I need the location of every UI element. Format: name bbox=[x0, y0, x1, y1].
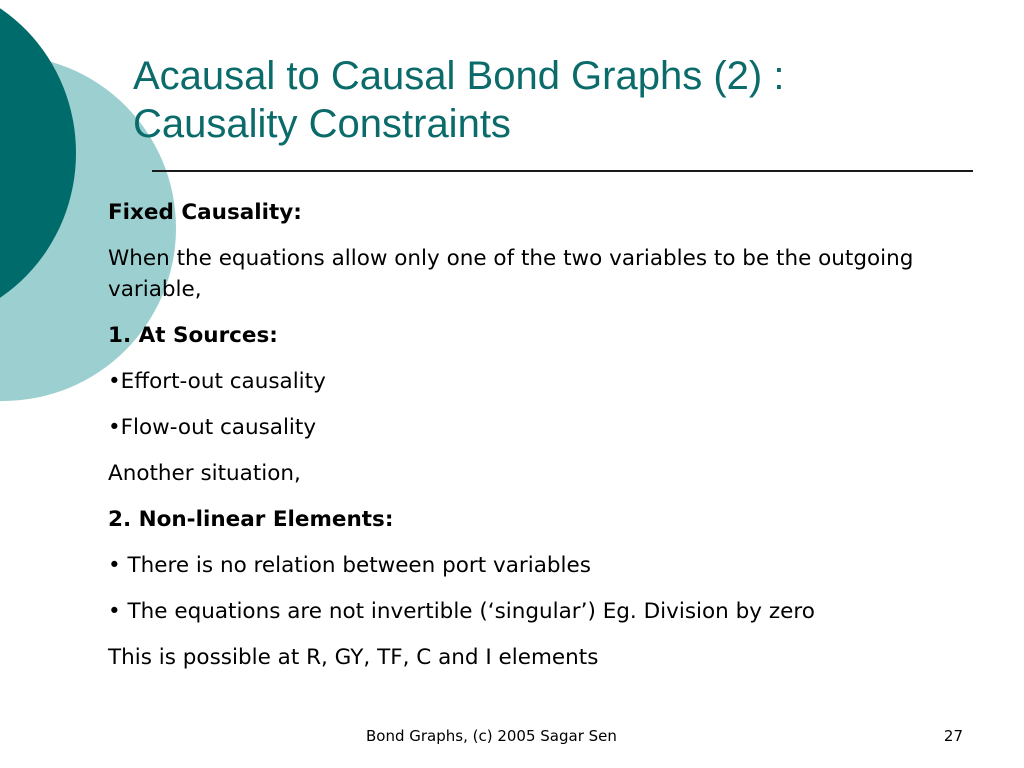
closing-paragraph: This is possible at R, GY, TF, C and I elements bbox=[108, 645, 599, 670]
slide-title-line-1: Acausal to Causal Bond Graphs (2) : bbox=[133, 54, 785, 98]
bullet-not-invertible: • The equations are not invertible (‘singular’) Eg. Division by zero bbox=[108, 599, 815, 624]
bullet-effort-out: •Effort-out causality bbox=[108, 369, 326, 394]
nonlinear-elements-heading: 2. Non-linear Elements: bbox=[108, 507, 394, 532]
title-divider bbox=[152, 170, 973, 172]
bullet-no-relation: • There is no relation between port variables bbox=[108, 553, 591, 578]
slide-body bbox=[108, 197, 988, 673]
footer-credit: Bond Graphs, (c) 2005 Sagar Sen bbox=[366, 727, 617, 745]
another-situation-text: Another situation, bbox=[108, 461, 301, 486]
slide-title bbox=[133, 52, 993, 148]
slide-title-line-2: Causality Constraints bbox=[133, 102, 511, 146]
page-number: 27 bbox=[943, 727, 963, 745]
sources-heading: 1. At Sources: bbox=[108, 323, 278, 348]
intro-paragraph: When the equations allow only one of the two variables to be the outgoing variable, bbox=[108, 246, 914, 302]
bullet-flow-out: •Flow-out causality bbox=[108, 415, 317, 440]
fixed-causality-heading: Fixed Causality: bbox=[108, 200, 302, 225]
